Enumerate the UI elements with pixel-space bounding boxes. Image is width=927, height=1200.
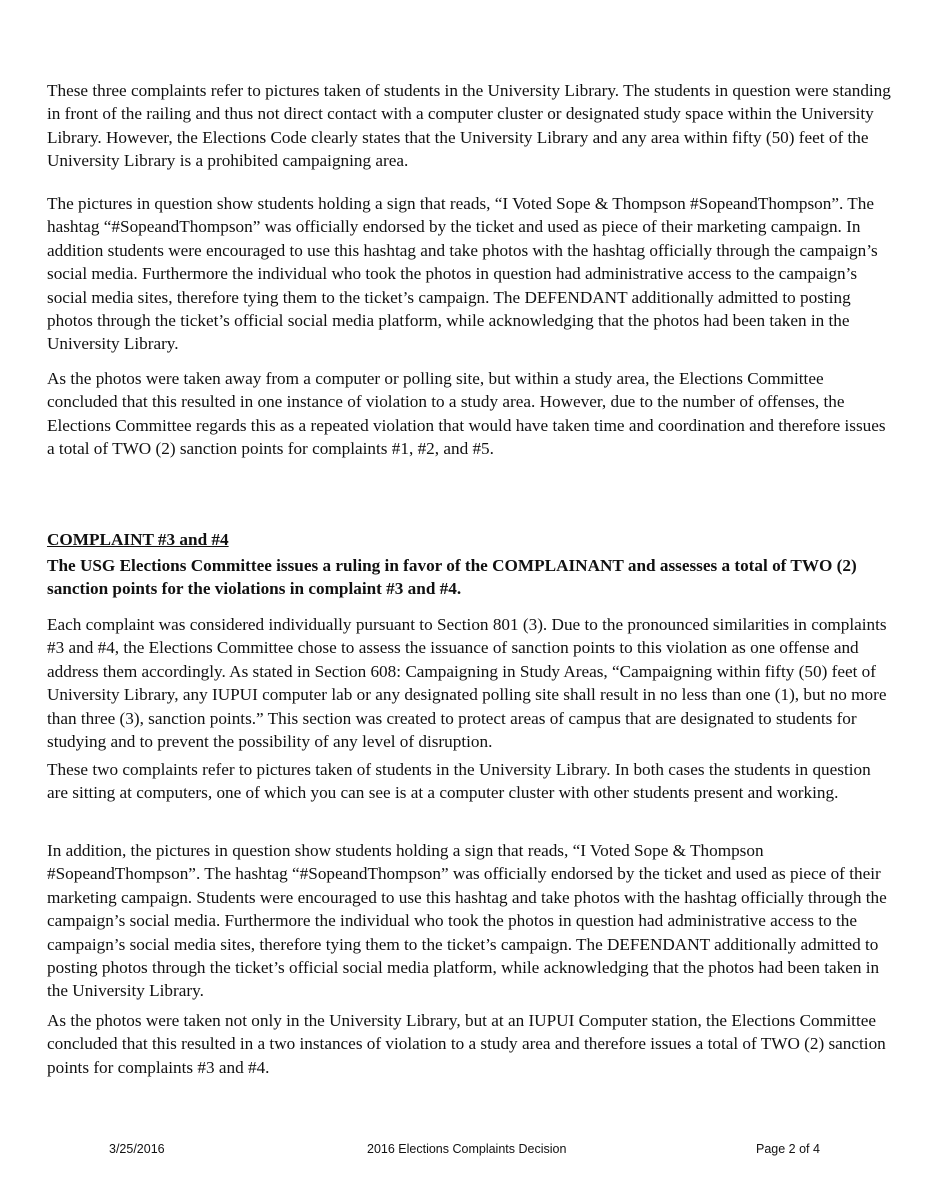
- footer-page-number: Page 2 of 4: [756, 1142, 820, 1156]
- paragraph-final-conclusion: As the photos were taken not only in the University Library, but at an IUPUI Computer station, the Elections Committee concluded that this resulted in a two instances of violation to a study area and therefore issues a total of TWO (2) sanction points for complaints #3 and #4.: [47, 1011, 886, 1077]
- paragraph-section-801: Each complaint was considered individually pursuant to Section 801 (3). Due to the pronounced similarities in complaints #3 and #4, the Elections Committee chose to assess the issuance of sanction points to this violation as one offense and address them accordingly. As stated in Section 608: Campaigning in Study Areas, “Campaigning within fifty (50) feet of University Library, any IUPUI computer lab or any designated polling site shall result in no less than one (1), but no more than three (3), sanction points.” This section was created to protect areas of campus that are designated to students for studying and to prevent the possibility of any level of disruption.: [47, 615, 887, 752]
- ruling-statement: The USG Elections Committee issues a ruling in favor of the COMPLAINANT and assesses a total of TWO (2) sanction points for the violations in complaint #3 and #4.: [47, 556, 857, 599]
- paragraph-computer-pictures: These two complaints refer to pictures taken of students in the University Library. In both cases the students in question are sitting at computers, one of which you can see is at a computer cluster with other students present and working.: [47, 760, 871, 803]
- paragraph-sign-pictures: The pictures in question show students holding a sign that reads, “I Voted Sope & Thompson #SopeandThompson”. The hashtag “#SopeandThompson” was officially endorsed by the ticket and used as piece of their marketing campaign. In addition students were encouraged to use this hashtag and take photos with the hashtag officially through the campaign’s social media. Furthermore the individual who took the photos in question had administrative access to the campaign’s social media sites, therefore tying them to the ticket’s campaign. The DEFENDANT additionally admitted to posting photos through the ticket’s official social media platform, while acknowledging that the photos had been taken in the University Library.: [47, 194, 878, 354]
- footer-title: 2016 Elections Complaints Decision: [367, 1142, 567, 1156]
- footer-date: 3/25/2016: [109, 1142, 165, 1156]
- complaint-heading: COMPLAINT #3 and #4: [47, 530, 229, 549]
- paragraph-committee-conclusion: As the photos were taken away from a computer or polling site, but within a study area, the Elections Committee concluded that this resulted in one instance of violation to a study area. However, due to the number of offenses, the Elections Committee regards this as a repeated violation that would have taken time and coordination and therefore issues a total of TWO (2) sanction points for complaints #1, #2, and #5.: [47, 369, 886, 459]
- paragraph-library-complaints: These three complaints refer to pictures taken of students in the University Library. The students in question were standing in front of the railing and thus not direct contact with a computer cluster or designated study space within the University Library. However, the Elections Code clearly states that the University Library and any area within fifty (50) feet of the University Library is a prohibited campaigning area.: [47, 81, 891, 171]
- paragraph-sign-pictures-2: In addition, the pictures in question show students holding a sign that reads, “I Voted Sope & Thompson #SopeandThompson”. The hashtag “#SopeandThompson” was officially endorsed by the ticket and used as piece of their marketing campaign. Students were encouraged to use this hashtag and take photos with the hashtag officially through the campaign’s social media. Furthermore the individual who took the photos in question had administrative access to the campaign’s social media sites, therefore tying them to the ticket’s campaign. The DEFENDANT additionally admitted to posting photos through the ticket’s official social media platform, while acknowledging that the photos had been taken in the University Library.: [47, 841, 887, 1001]
